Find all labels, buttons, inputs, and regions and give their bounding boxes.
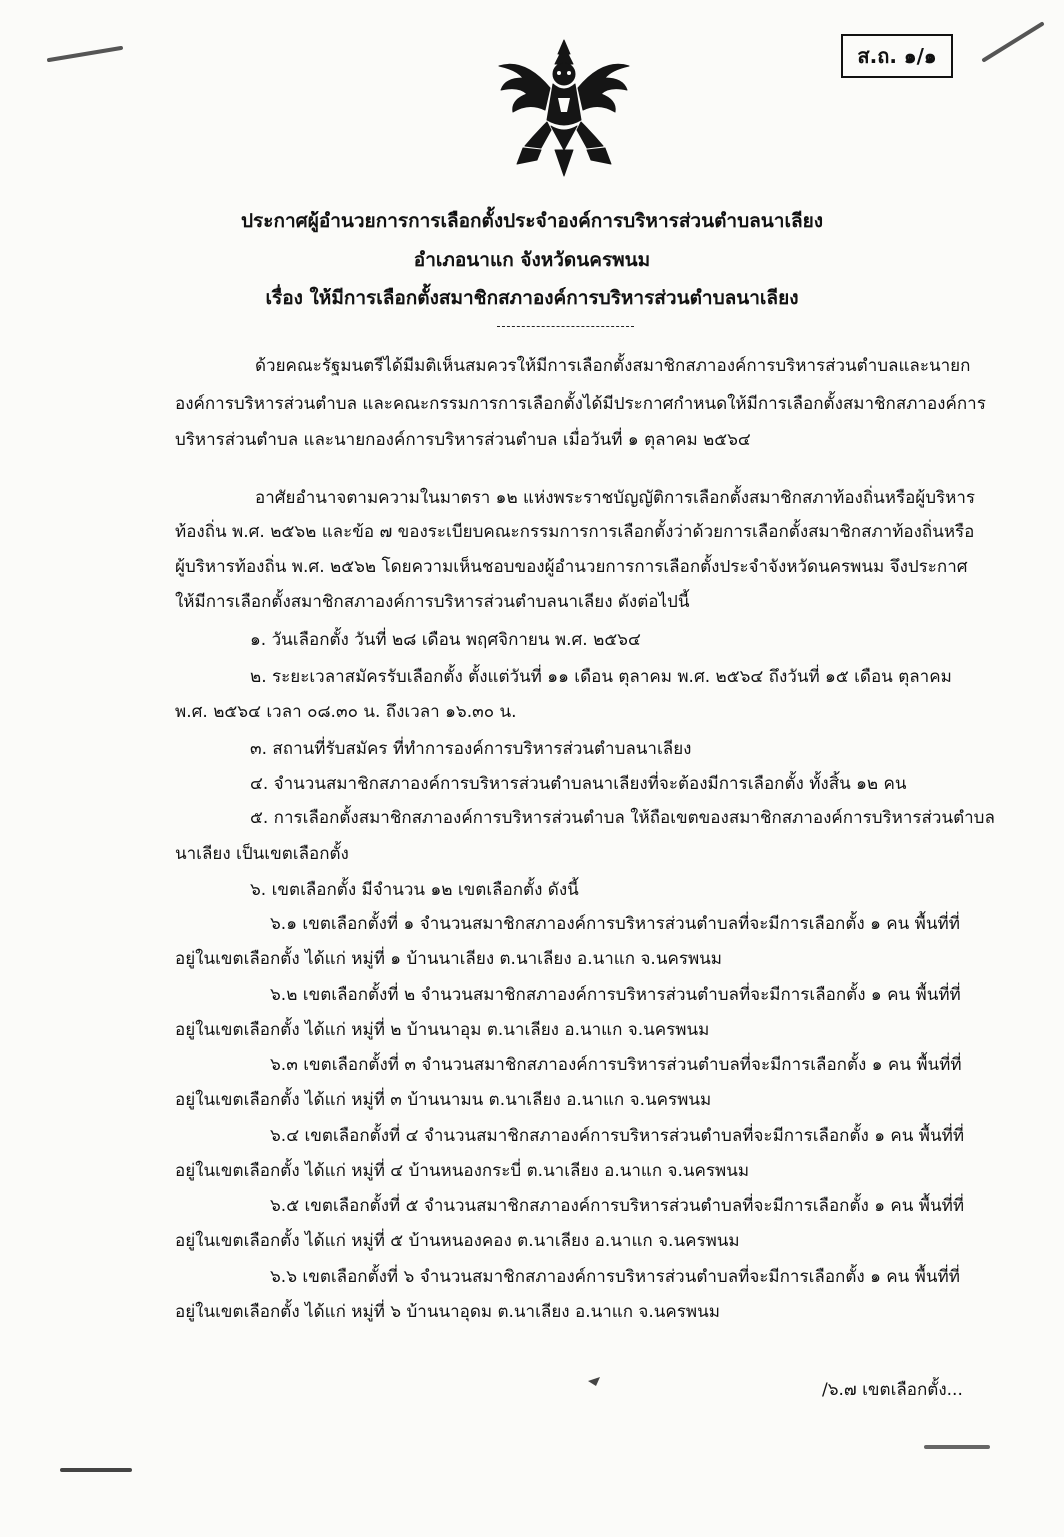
announcement-location: อำเภอนาแก จังหวัดนครพนม (413, 249, 651, 271)
staple-mark-top-right (978, 18, 1048, 66)
authority-line-3: ผู้บริหารท้องถิ่น พ.ศ. ๒๕๖๒ โดยความเห็นชอบของผู้อำนวยการการเลือกตั้งประจำจังหวัดนครพนม จึงประกาศ (175, 557, 968, 577)
district-1-line-2: อยู่ในเขตเลือกตั้ง ได้แก่ หมู่ที่ ๑ บ้านนาเลียง ต.นาเลียง อ.นาแก จ.นครพนม (175, 949, 722, 969)
item-member-count: ๔. จำนวนสมาชิกสภาองค์การบริหารส่วนตำบลนาเลียงที่จะต้องมีการเลือกตั้ง ทั้งสิ้น ๑๒ คน (250, 774, 907, 794)
item-application-place: ๓. สถานที่รับสมัคร ที่ทำการองค์การบริหารส่วนตำบลนาเลียง (250, 739, 692, 759)
item-constituency-rule: ๕. การเลือกตั้งสมาชิกสภาองค์การบริหารส่วนตำบล ให้ถือเขตของสมาชิกสภาองค์การบริหารส่วนตำบล (250, 808, 995, 828)
authority-line-2: ท้องถิ่น พ.ศ. ๒๕๖๒ และข้อ ๗ ของระเบียบคณะกรรมการการเลือกตั้งว่าด้วยการเลือกตั้งสมาชิกสภาท้องถิ่นหรือ (175, 522, 975, 542)
item-application-period-cont: พ.ศ. ๒๕๖๔ เวลา ๐๘.๓๐ น. ถึงเวลา ๑๖.๓๐ น. (175, 702, 517, 722)
paper-speck (586, 1374, 602, 1388)
intro-line-2: องค์การบริหารส่วนตำบล และคณะกรรมการการเลือกตั้งได้มีประกาศกำหนดให้มีการเลือกตั้งสมาชิกสภาองค์การ (175, 394, 986, 414)
continuation-marker: /๖.๗ เขตเลือกตั้ง... (822, 1380, 963, 1400)
district-2-line-2: อยู่ในเขตเลือกตั้ง ได้แก่ หมู่ที่ ๒ บ้านนาอุม ต.นาเลียง อ.นาแก จ.นครพนม (175, 1020, 710, 1040)
item-application-period: ๒. ระยะเวลาสมัครรับเลือกตั้ง ตั้งแต่วันที่ ๑๑ เดือน ตุลาคม พ.ศ. ๒๕๖๔ ถึงวันที่ ๑๕ เดือน ตุลาคม (250, 667, 952, 687)
title-separator (497, 326, 634, 327)
district-3-line-2: อยู่ในเขตเลือกตั้ง ได้แก่ หมู่ที่ ๓ บ้านนามน ต.นาเลียง อ.นาแก จ.นครพนม (175, 1090, 712, 1110)
district-1-line-1: ๖.๑ เขตเลือกตั้งที่ ๑ จำนวนสมาชิกสภาองค์การบริหารส่วนตำบลที่จะมีการเลือกตั้ง ๑ คน พื้นที่ที่ (270, 914, 960, 934)
authority-line-4: ให้มีการเลือกตั้งสมาชิกสภาองค์การบริหารส่วนตำบลนาเลียง ดังต่อไปนี้ (175, 592, 690, 612)
item-constituency-count: ๖. เขตเลือกตั้ง มีจำนวน ๑๒ เขตเลือกตั้ง ดังนี้ (250, 880, 579, 900)
district-2-line-1: ๖.๒ เขตเลือกตั้งที่ ๒ จำนวนสมาชิกสภาองค์การบริหารส่วนตำบลที่จะมีการเลือกตั้ง ๑ คน พื้นที่ที่ (270, 985, 961, 1005)
item-election-date: ๑. วันเลือกตั้ง วันที่ ๒๘ เดือน พฤศจิกายน พ.ศ. ๒๕๖๔ (250, 630, 641, 650)
item-constituency-rule-cont: นาเลียง เป็นเขตเลือกตั้ง (175, 844, 349, 864)
announcement-title: ประกาศผู้อำนวยการการเลือกตั้งประจำองค์การบริหารส่วนตำบลนาเลียง (240, 210, 823, 232)
intro-line-3: บริหารส่วนตำบล และนายกองค์การบริหารส่วนตำบล เมื่อวันที่ ๑ ตุลาคม ๒๕๖๔ (175, 430, 751, 450)
district-5-line-2: อยู่ในเขตเลือกตั้ง ได้แก่ หมู่ที่ ๕ บ้านหนองคอง ต.นาเลียง อ.นาแก จ.นครพนม (175, 1231, 740, 1251)
district-6-line-1: ๖.๖ เขตเลือกตั้งที่ ๖ จำนวนสมาชิกสภาองค์การบริหารส่วนตำบลที่จะมีการเลือกตั้ง ๑ คน พื้นที่ที่ (270, 1267, 960, 1287)
announcement-subject: เรื่อง ให้มีการเลือกตั้งสมาชิกสภาองค์การบริหารส่วนตำบลนาเลียง (265, 287, 799, 309)
intro-line-1: ด้วยคณะรัฐมนตรีได้มีมติเห็นสมควรให้มีการเลือกตั้งสมาชิกสภาองค์การบริหารส่วนตำบลและนายก (255, 356, 971, 376)
staple-mark-bottom-right (922, 1440, 992, 1454)
district-6-line-2: อยู่ในเขตเลือกตั้ง ได้แก่ หมู่ที่ ๖ บ้านนาอุดม ต.นาเลียง อ.นาแก จ.นครพนม (175, 1302, 720, 1322)
district-4-line-2: อยู่ในเขตเลือกตั้ง ได้แก่ หมู่ที่ ๔ บ้านหนองกระบี่ ต.นาเลียง อ.นาแก จ.นครพนม (175, 1161, 750, 1181)
staple-mark-bottom-left (58, 1462, 134, 1478)
staple-mark-top-left (45, 42, 125, 66)
district-5-line-1: ๖.๕ เขตเลือกตั้งที่ ๕ จำนวนสมาชิกสภาองค์การบริหารส่วนตำบลที่จะมีการเลือกตั้ง ๑ คน พื้นที่ที่ (270, 1196, 965, 1216)
authority-line-1: อาศัยอำนาจตามความในมาตรา ๑๒ แห่งพระราชบัญญัติการเลือกตั้งสมาชิกสภาท้องถิ่นหรือผู้บริหาร (255, 488, 976, 508)
district-4-line-1: ๖.๔ เขตเลือกตั้งที่ ๔ จำนวนสมาชิกสภาองค์การบริหารส่วนตำบลที่จะมีการเลือกตั้ง ๑ คน พื้นที่ที่ (270, 1126, 965, 1146)
garuda-emblem-icon (495, 38, 633, 178)
form-code-box: ส.ถ. ๑/๑ (841, 34, 953, 78)
district-3-line-1: ๖.๓ เขตเลือกตั้งที่ ๓ จำนวนสมาชิกสภาองค์การบริหารส่วนตำบลที่จะมีการเลือกตั้ง ๑ คน พื้นที่ที่ (270, 1055, 962, 1075)
